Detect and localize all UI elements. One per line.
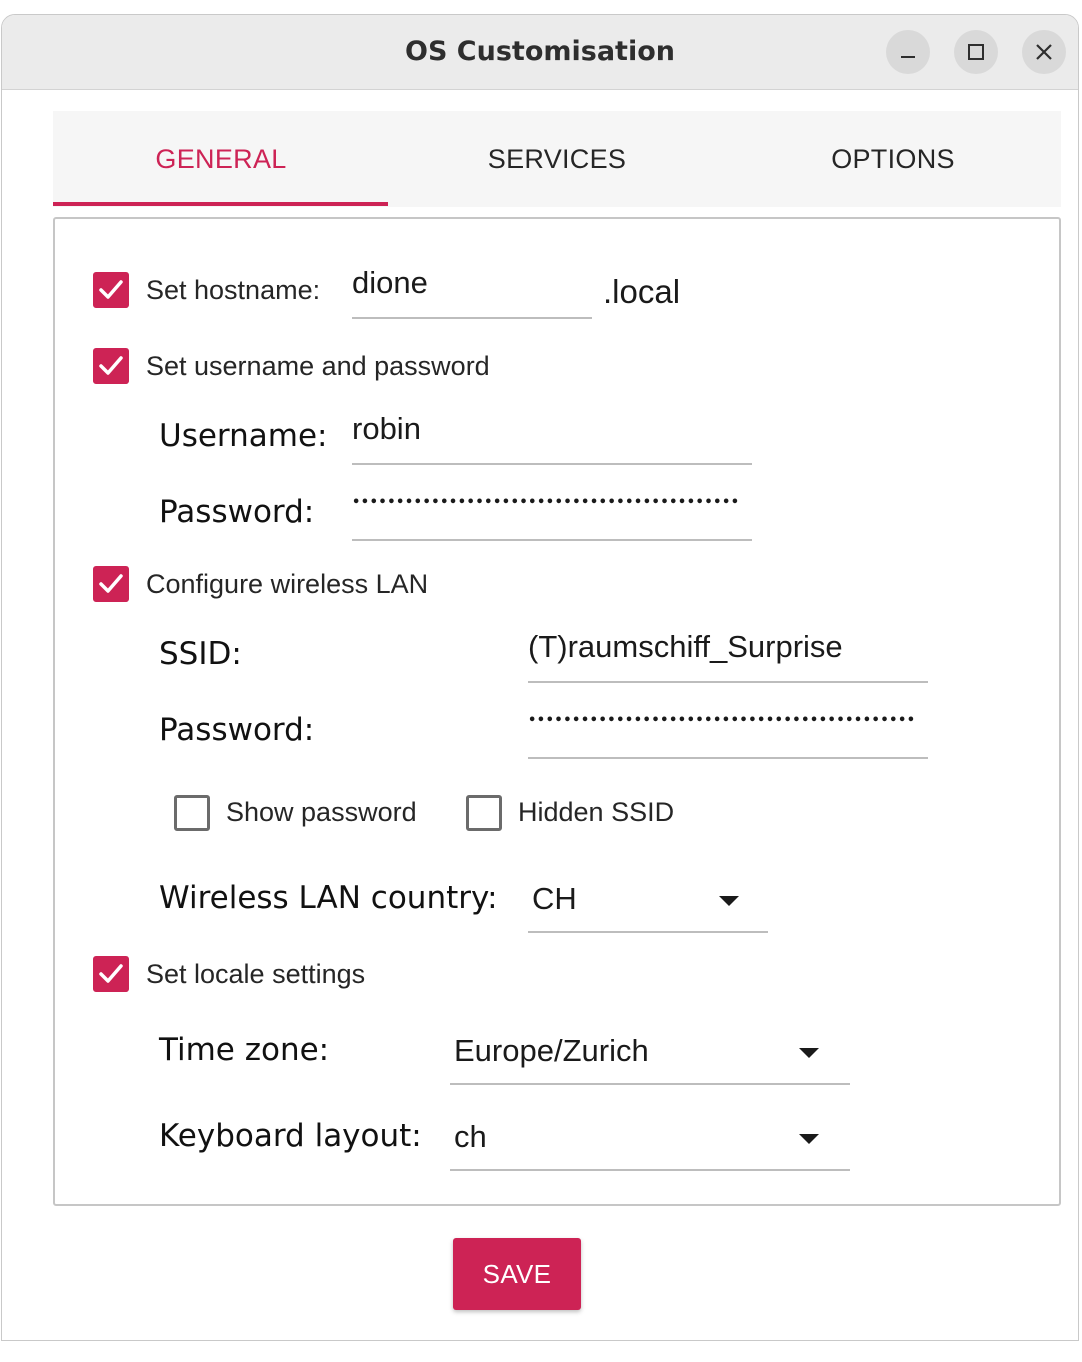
keyboard-layout-label: Keyboard layout: bbox=[159, 1118, 422, 1154]
window-title: OS Customisation bbox=[405, 36, 675, 67]
tab-general[interactable]: GENERAL bbox=[155, 144, 287, 174]
user-password-label: Password: bbox=[159, 494, 315, 530]
configure-wlan-label: Configure wireless LAN bbox=[146, 569, 429, 599]
configure-wlan-checkbox[interactable] bbox=[93, 566, 129, 602]
checkmark-icon bbox=[93, 566, 129, 602]
show-password-checkbox[interactable] bbox=[174, 795, 210, 831]
username-input[interactable] bbox=[352, 411, 752, 447]
ssid-input[interactable] bbox=[528, 629, 928, 665]
active-tab-indicator bbox=[53, 202, 388, 206]
checkmark-icon bbox=[93, 956, 129, 992]
hidden-ssid-label: Hidden SSID bbox=[518, 797, 675, 827]
general-settings-panel bbox=[53, 217, 1061, 1206]
keyboard-layout-value: ch bbox=[454, 1119, 487, 1154]
save-button[interactable]: SAVE bbox=[453, 1238, 581, 1310]
minimize-button[interactable] bbox=[886, 30, 930, 74]
keyboard-layout-select[interactable] bbox=[450, 1107, 850, 1171]
timezone-select[interactable] bbox=[450, 1021, 850, 1085]
checkmark-icon bbox=[93, 272, 129, 308]
ssid-field[interactable] bbox=[528, 627, 928, 683]
show-password-label: Show password bbox=[226, 797, 417, 827]
close-button[interactable] bbox=[1022, 30, 1066, 74]
username-label: Username: bbox=[159, 418, 328, 454]
set-username-password-checkbox[interactable] bbox=[93, 348, 129, 384]
close-icon bbox=[1022, 30, 1066, 74]
tab-options[interactable]: OPTIONS bbox=[831, 144, 955, 174]
user-password-input[interactable] bbox=[352, 495, 752, 510]
title-bar[interactable] bbox=[2, 15, 1078, 90]
wlan-password-field[interactable] bbox=[528, 703, 928, 759]
wlan-country-select[interactable] bbox=[528, 869, 768, 933]
set-hostname-checkbox[interactable] bbox=[93, 272, 129, 308]
minimize-icon bbox=[886, 30, 930, 74]
dropdown-arrow-icon bbox=[719, 896, 739, 906]
wlan-country-label: Wireless LAN country: bbox=[159, 880, 498, 916]
username-field[interactable] bbox=[352, 409, 752, 465]
tab-bar bbox=[53, 111, 1061, 207]
checkmark-icon bbox=[93, 348, 129, 384]
wlan-country-value: CH bbox=[532, 881, 577, 916]
timezone-value: Europe/Zurich bbox=[454, 1033, 649, 1068]
dropdown-arrow-icon bbox=[799, 1134, 819, 1144]
hostname-suffix: .local bbox=[603, 273, 681, 310]
set-locale-label: Set locale settings bbox=[146, 959, 366, 989]
set-username-password-label: Set username and password bbox=[146, 351, 490, 381]
maximize-button[interactable] bbox=[954, 30, 998, 74]
ssid-label: SSID: bbox=[159, 636, 242, 672]
hostname-input[interactable] bbox=[352, 265, 592, 301]
tab-services[interactable]: SERVICES bbox=[487, 144, 627, 174]
set-hostname-label: Set hostname: bbox=[146, 275, 321, 305]
timezone-label: Time zone: bbox=[159, 1032, 330, 1068]
os-customisation-dialog bbox=[1, 14, 1079, 1341]
maximize-icon bbox=[954, 30, 998, 74]
set-locale-checkbox[interactable] bbox=[93, 956, 129, 992]
user-password-field[interactable] bbox=[352, 485, 752, 541]
dropdown-arrow-icon bbox=[799, 1048, 819, 1058]
wlan-password-label: Password: bbox=[159, 712, 315, 748]
wlan-password-input[interactable] bbox=[528, 713, 928, 728]
hostname-field[interactable] bbox=[352, 263, 592, 319]
hidden-ssid-checkbox[interactable] bbox=[466, 795, 502, 831]
